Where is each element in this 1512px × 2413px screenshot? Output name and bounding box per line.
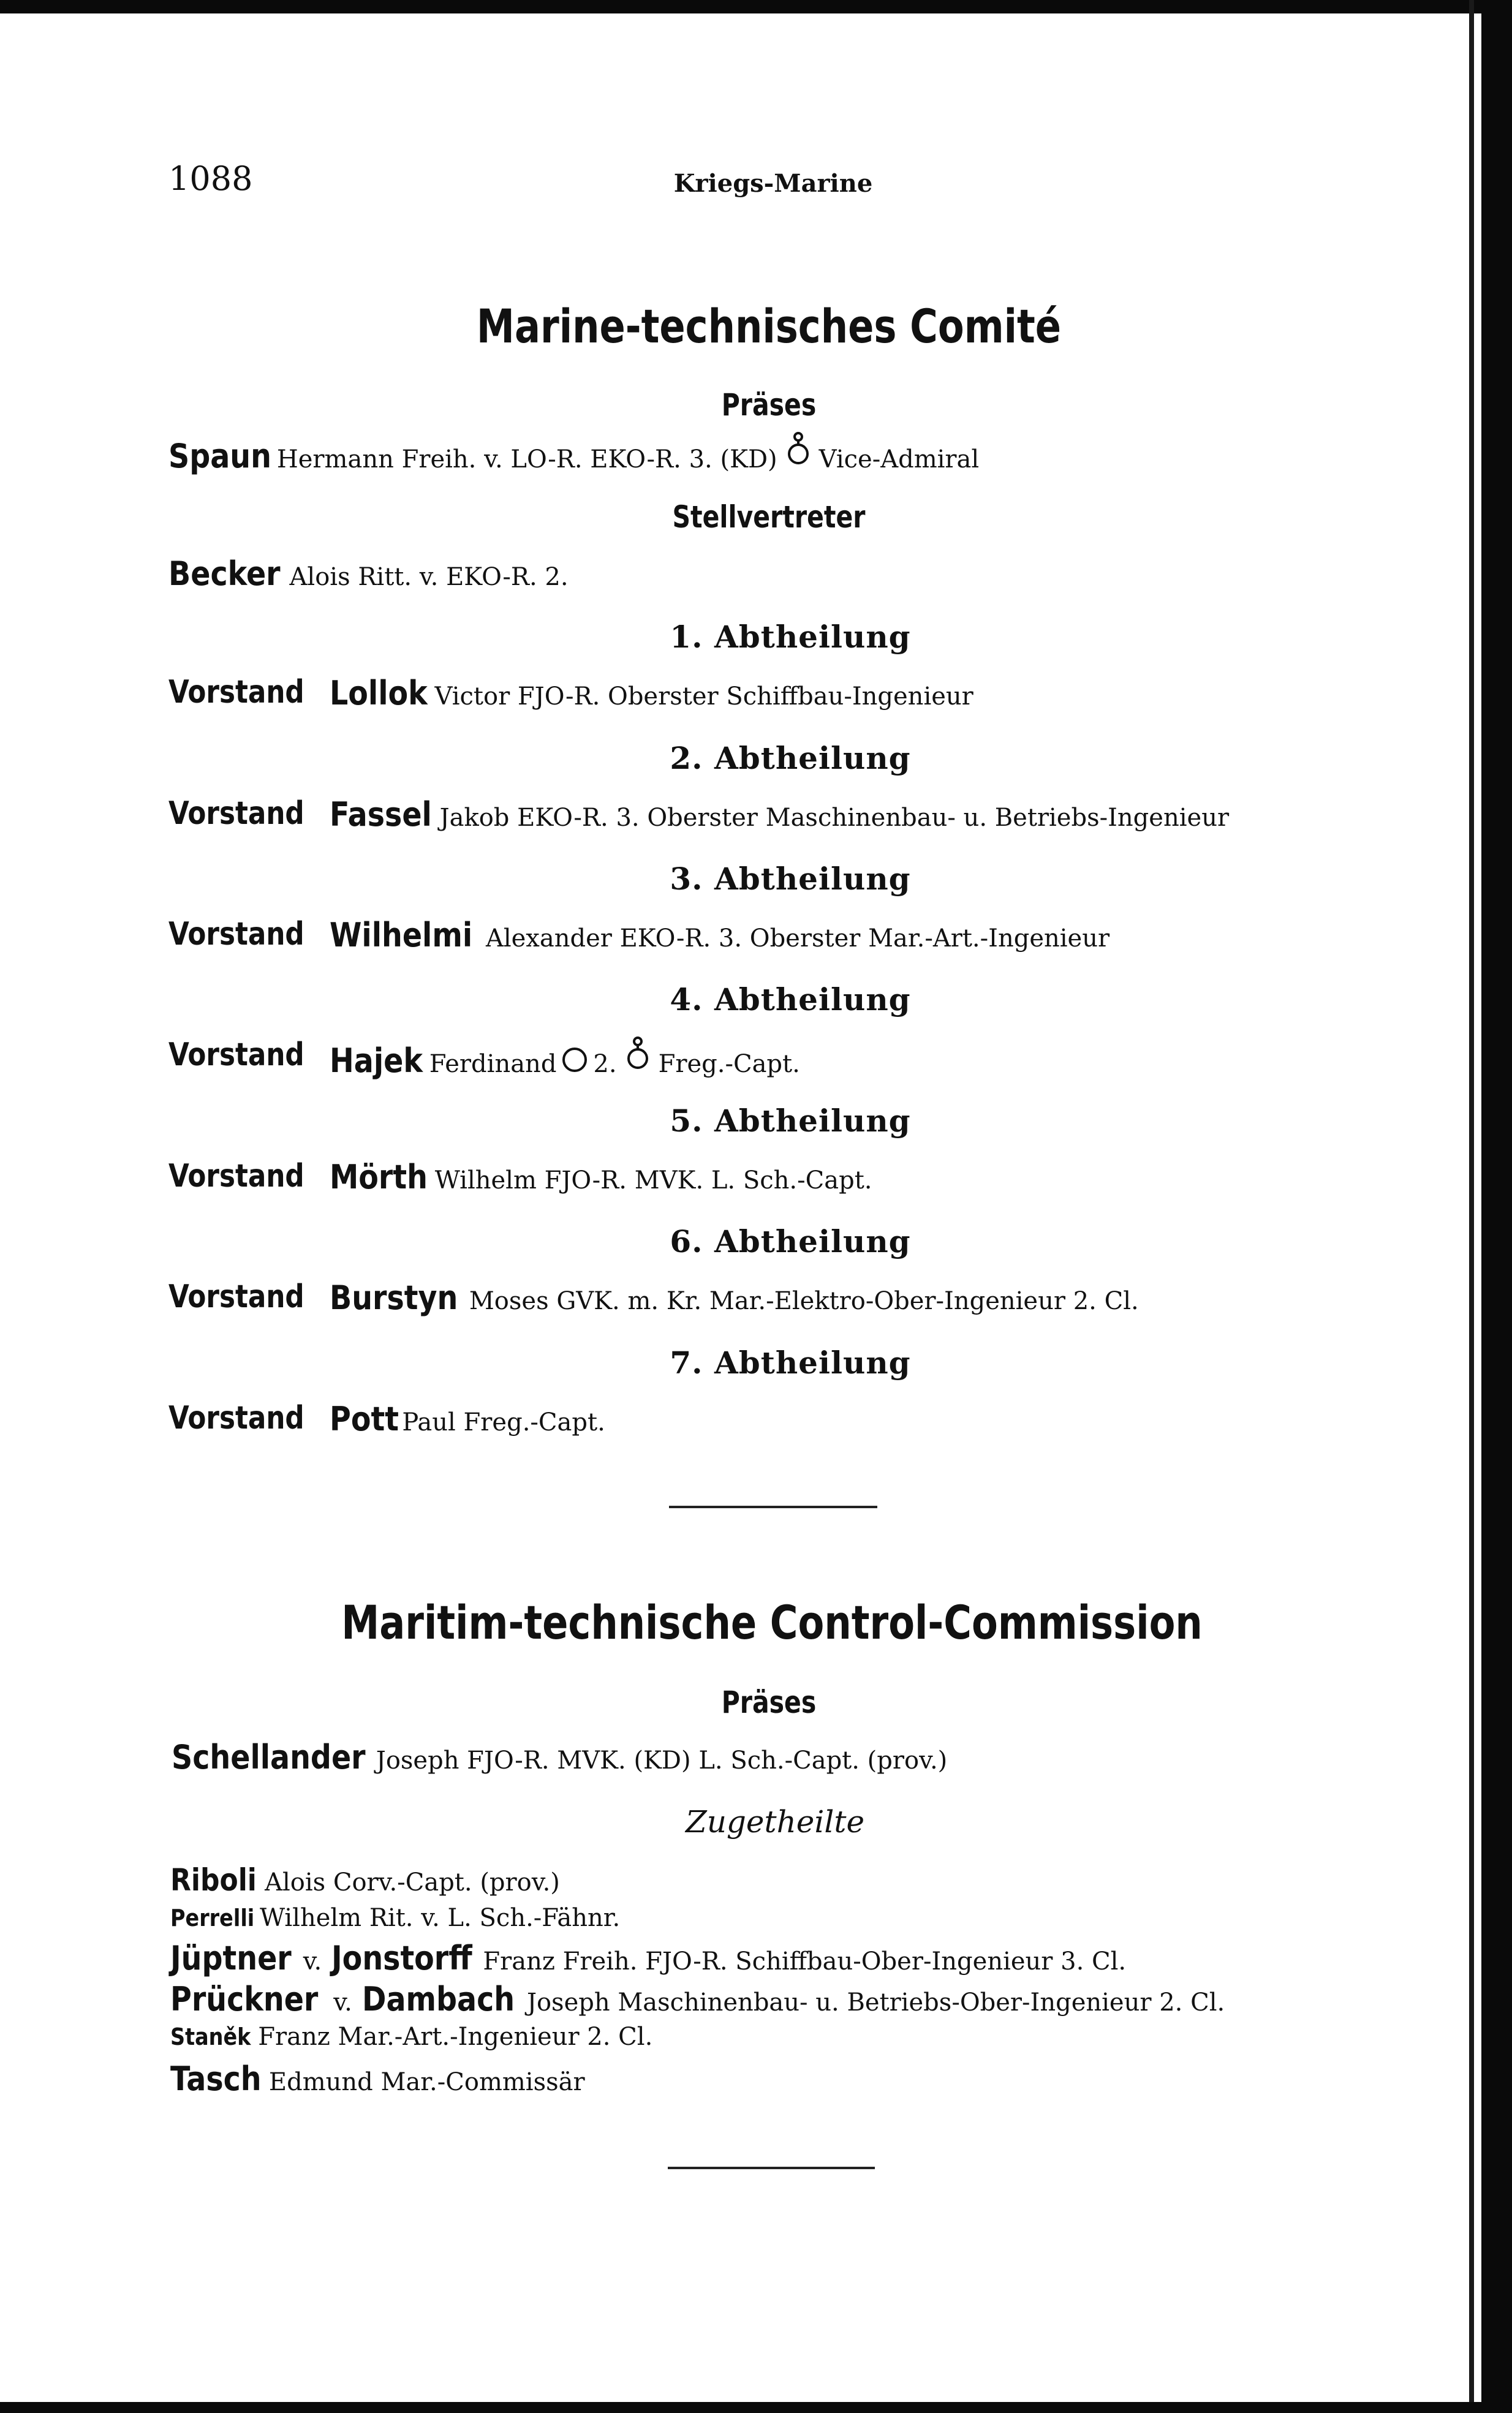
division-4-heading: 4. Abtheilung	[670, 981, 911, 1018]
person-details: Joseph Maschinenbau- u. Betriebs-Ober-Ingenieur 2. Cl.	[526, 1988, 1225, 2017]
person-details: Franz Freih. FJO-R. Schiffbau-Ober-Ingenieur 3. Cl.	[483, 1947, 1127, 1976]
division-3-heading: 3. Abtheilung	[670, 861, 911, 897]
praeses-entry	[168, 432, 979, 475]
division-2-role: Vorstand	[168, 795, 304, 832]
section-divider	[669, 1506, 877, 1508]
person-name: Pott	[330, 1400, 399, 1438]
person-details: Hermann Freih. v. LO-R. EKO-R. 3. (KD)	[276, 445, 777, 474]
division-7-entry	[330, 1400, 605, 1438]
person-name: Wilhelmi	[330, 916, 473, 954]
zugetheilte-heading: Zugetheilte	[685, 1804, 865, 1840]
member-entry	[170, 1904, 620, 1932]
person-name: Prückner	[170, 1980, 319, 2018]
person-name: Fassel	[330, 795, 432, 834]
person-details: Alois Corv.-Capt. (prov.)	[265, 1868, 560, 1897]
person-details: Edmund Mar.-Commissär	[268, 2068, 585, 2096]
page-number: 1088	[168, 159, 253, 198]
circle-order-icon	[562, 1048, 587, 1072]
rank: Freg.-Capt.	[658, 1050, 800, 1078]
division-6-entry	[330, 1278, 1139, 1317]
scan-border-top	[0, 0, 1512, 13]
section-title: Maritim-technische Control-Commission	[341, 1595, 1203, 1650]
section-divider	[668, 2167, 875, 2169]
division-5-entry	[330, 1158, 872, 1196]
person-details: Victor FJO-R. Oberster Schiffbau-Ingenieur	[434, 682, 973, 711]
division-3-entry	[330, 916, 1109, 954]
person-details: Franz Mar.-Art.-Ingenieur 2. Cl.	[258, 2023, 653, 2051]
scan-border-bottom	[0, 2402, 1512, 2413]
person-details: Alois Ritt. v. EKO-R. 2.	[289, 563, 569, 591]
person-name: Riboli	[170, 1862, 257, 1898]
person-name: Schellander	[172, 1738, 366, 1777]
member-entry	[170, 2060, 585, 2098]
name-particle: v.	[333, 1988, 352, 2017]
person-details: Paul Freg.-Capt.	[402, 1408, 605, 1437]
division-2-heading: 2. Abtheilung	[670, 740, 911, 776]
person-first-name: Ferdinand	[429, 1050, 557, 1078]
division-5-role: Vorstand	[168, 1158, 304, 1195]
name-particle: v.	[303, 1947, 322, 1976]
division-6-role: Vorstand	[168, 1278, 304, 1315]
person-name: Lollok	[330, 674, 428, 712]
order-medal-icon	[786, 432, 811, 467]
person-name: Burstyn	[330, 1278, 458, 1317]
person-name: Jüptner	[170, 1939, 292, 1977]
division-1-role: Vorstand	[168, 674, 304, 711]
member-entry	[170, 1862, 560, 1898]
division-7-role: Vorstand	[168, 1400, 304, 1437]
division-1-heading: 1. Abtheilung	[670, 619, 911, 655]
person-name: Perrelli	[170, 1905, 255, 1932]
person-details: Alexander EKO-R. 3. Oberster Mar.-Art.-Ingenieur	[485, 924, 1110, 953]
division-6-heading: 6. Abtheilung	[670, 1223, 911, 1259]
scan-border-right-inner	[1469, 0, 1474, 2413]
praeses-heading: Präses	[721, 1685, 817, 1720]
member-entry	[170, 2023, 652, 2051]
member-entry	[170, 1939, 1126, 1977]
praeses-entry	[172, 1738, 947, 1777]
person-details: Joseph FJO-R. MVK. (KD) L. Sch.-Capt. (prov.)	[376, 1746, 948, 1775]
person-name: Spaun	[168, 437, 271, 475]
running-title: Kriegs-Marine	[673, 169, 873, 198]
division-4-role: Vorstand	[168, 1037, 304, 1073]
order-class: 2.	[593, 1050, 617, 1078]
section-title: Marine-technisches Comité	[476, 299, 1062, 353]
division-2-entry	[330, 795, 1229, 834]
person-surname: Dambach	[361, 1980, 515, 2018]
order-medal-icon	[626, 1037, 650, 1072]
person-name: Tasch	[170, 2060, 262, 2098]
division-4-entry	[330, 1037, 800, 1080]
person-details: Moses GVK. m. Kr. Mar.-Elektro-Ober-Ingenieur 2. Cl.	[469, 1287, 1139, 1315]
person-details: Wilhelm Rit. v. L. Sch.-Fähnr.	[259, 1904, 621, 1932]
scan-border-right	[1481, 0, 1512, 2413]
person-details: Jakob EKO-R. 3. Oberster Maschinenbau- u. Betriebs-Ingenieur	[439, 804, 1230, 832]
person-name: Mörth	[330, 1158, 428, 1196]
stellvertreter-heading: Stellvertreter	[672, 499, 866, 535]
person-surname: Jonstorff	[331, 1939, 473, 1977]
rank: Vice-Admiral	[818, 445, 980, 474]
division-1-entry	[330, 674, 973, 712]
person-name: Staněk	[170, 2023, 251, 2050]
stellvertreter-entry	[168, 554, 569, 593]
member-entry	[170, 1980, 1225, 2018]
division-5-heading: 5. Abtheilung	[670, 1103, 911, 1139]
person-details: Wilhelm FJO-R. MVK. L. Sch.-Capt.	[434, 1166, 872, 1195]
person-name: Becker	[168, 554, 281, 593]
division-3-role: Vorstand	[168, 916, 304, 953]
person-name: Hajek	[330, 1041, 423, 1080]
praeses-heading: Präses	[721, 387, 817, 423]
division-7-heading: 7. Abtheilung	[670, 1345, 911, 1381]
